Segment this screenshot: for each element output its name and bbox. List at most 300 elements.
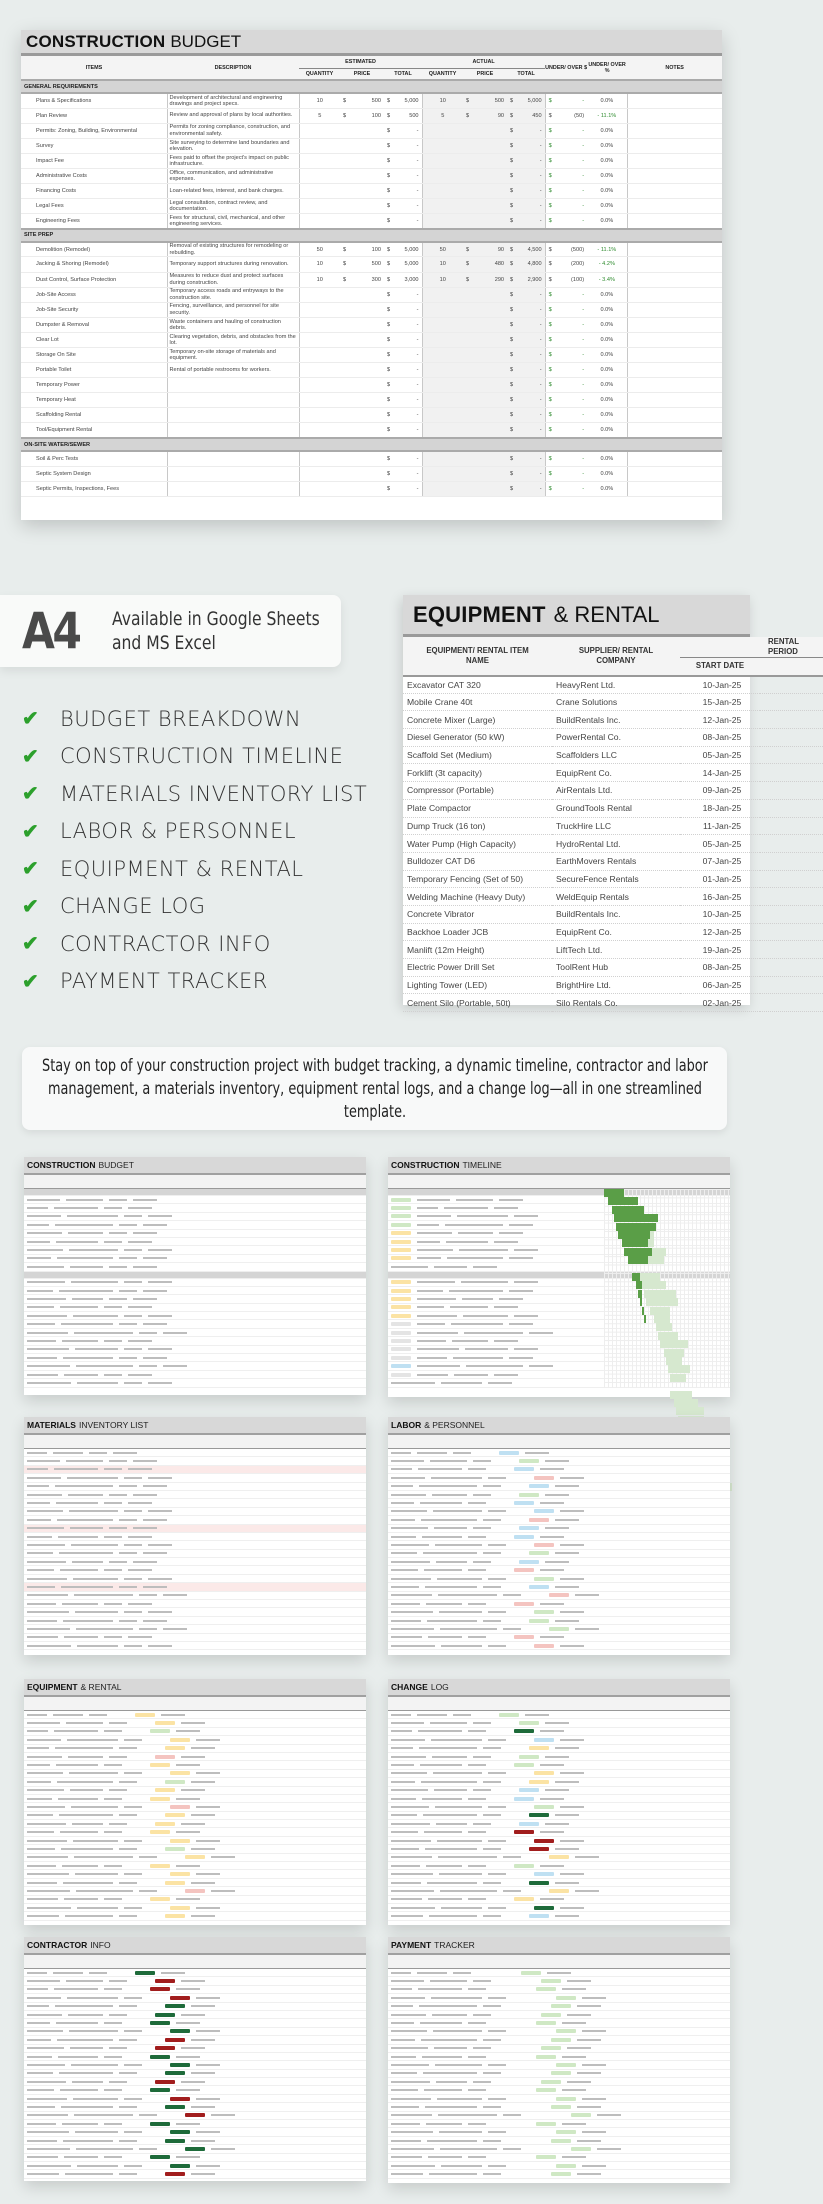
budget-row[interactable] <box>21 153 722 168</box>
act-price-currency: $ <box>463 272 485 287</box>
thumbnail-row <box>24 1977 366 1985</box>
equipment-row[interactable] <box>403 799 823 817</box>
notes <box>627 332 722 347</box>
thumbnail-row <box>388 1912 730 1920</box>
thumbnail-row <box>388 1483 730 1491</box>
start-date: 02-Jan-25 <box>680 994 760 1012</box>
thumbnail-row <box>24 1295 366 1303</box>
thumbnail-row <box>24 1896 366 1904</box>
col-price: PRICE <box>340 68 384 80</box>
equipment-row[interactable] <box>403 959 823 977</box>
col-quantity: QUANTITY <box>422 68 463 80</box>
act-price <box>485 138 507 153</box>
gantt-bar <box>650 1231 654 1239</box>
thumbnail-row <box>388 1457 730 1465</box>
est-price-currency <box>340 363 362 378</box>
description <box>167 393 299 408</box>
description <box>167 408 299 423</box>
gantt-bar <box>612 1206 644 1214</box>
thumbnail-row <box>388 1879 730 1887</box>
thumbnail-row <box>24 1812 366 1820</box>
budget-title-bold: CONSTRUCTION <box>26 31 166 51</box>
est-total: - <box>396 138 422 153</box>
gantt-bar <box>640 1273 660 1281</box>
thumbnail-row <box>24 1770 366 1778</box>
thumbnail-row <box>388 1736 730 1744</box>
thumbnail-row <box>24 2154 366 2162</box>
act-price-currency <box>463 153 485 168</box>
act-price-currency <box>463 214 485 229</box>
equipment-row[interactable] <box>403 870 823 888</box>
start-date: 10-Jan-25 <box>680 905 760 923</box>
equipment-name: Forklift (3t capacity) <box>403 764 552 782</box>
thumbnail-row <box>24 2162 366 2170</box>
budget-row[interactable] <box>21 363 722 378</box>
under-over-pct: 0.0% <box>587 393 627 408</box>
thumbnail-row <box>388 1862 730 1870</box>
section-header <box>21 438 722 451</box>
item: Clear Lot <box>21 332 167 347</box>
under-over-currency: $ <box>545 287 557 302</box>
act-total: - <box>519 123 545 138</box>
equipment-row[interactable] <box>403 782 823 800</box>
supplier-name: TruckHire LLC <box>552 817 680 835</box>
under-over-pct: 0.0% <box>587 153 627 168</box>
budget-row[interactable] <box>21 378 722 393</box>
act-price-currency <box>463 378 485 393</box>
act-price: 290 <box>485 272 507 287</box>
thumbnail-row <box>388 1541 730 1549</box>
thumbnail-title-bar <box>388 1937 730 1955</box>
equipment-rental-preview <box>403 595 800 1008</box>
item: Engineering Fees <box>21 214 167 229</box>
end-date <box>760 729 823 747</box>
thumbnail-row <box>24 2003 366 2011</box>
thumbnail-row <box>388 1745 730 1753</box>
supplier-name: EquipRent Co. <box>552 764 680 782</box>
thumbnail-title-bar <box>24 1937 366 1955</box>
equipment-name: Lighting Tower (LED) <box>403 976 552 994</box>
supplier-name: HydroRental Ltd. <box>552 835 680 853</box>
end-date <box>760 835 823 853</box>
thumbnail-row <box>388 1787 730 1795</box>
thumbnail-header-row <box>388 1435 730 1449</box>
gantt-bar <box>622 1239 648 1247</box>
act-price <box>485 168 507 183</box>
supplier-name: SecureFence Rentals <box>552 870 680 888</box>
thumbnail-row <box>24 2019 366 2027</box>
notes <box>627 317 722 332</box>
equipment-row[interactable] <box>403 764 823 782</box>
act-total-currency: $ <box>507 153 519 168</box>
est-price <box>362 408 384 423</box>
budget-row[interactable] <box>21 348 722 363</box>
section-name: SITE PREP <box>21 229 722 242</box>
act-total-currency: $ <box>507 199 519 214</box>
equipment-row[interactable] <box>403 976 823 994</box>
thumbnail-row <box>388 1516 730 1524</box>
budget-row[interactable] <box>21 481 722 496</box>
thumbnail-row <box>388 2120 730 2128</box>
thumbnail-row <box>388 1600 730 1608</box>
thumbnail-row <box>388 2145 730 2153</box>
gantt-bar <box>616 1223 656 1231</box>
act-price <box>485 302 507 317</box>
thumbnail-header-row <box>388 1175 730 1189</box>
under-over-currency: $ <box>545 348 557 363</box>
supplier-name: PowerRental Co. <box>552 729 680 747</box>
description: Waste containers and hauling of construction debris. <box>167 317 299 332</box>
thumbnail-row <box>24 2011 366 2019</box>
end-date <box>760 693 823 711</box>
thumbnail-row <box>24 2137 366 2145</box>
thumbnail-change-log[interactable] <box>388 1679 730 1925</box>
thumbnail-row <box>388 2103 730 2111</box>
thumbnail-header-row <box>388 1955 730 1969</box>
budget-row[interactable] <box>21 317 722 332</box>
est-price <box>362 332 384 347</box>
budget-row[interactable] <box>21 287 722 302</box>
equipment-name: Water Pump (High Capacity) <box>403 835 552 853</box>
thumbnail-row <box>388 1491 730 1499</box>
gantt-bar <box>638 1290 642 1298</box>
section-header <box>21 229 722 242</box>
thumbnail-row <box>388 1994 730 2002</box>
act-total: 2,900 <box>519 272 545 287</box>
est-price <box>362 153 384 168</box>
thumbnail-contractor-info[interactable] <box>24 1937 366 2181</box>
equipment-name: Concrete Vibrator <box>403 905 552 923</box>
thumbnail-title-bold: CONSTRUCTION <box>391 1160 460 1170</box>
budget-row[interactable] <box>21 168 722 183</box>
feature-label: PAYMENT TRACKER <box>60 969 268 994</box>
thumbnail-title-light: INVENTORY LIST <box>78 1420 149 1430</box>
equipment-name: Compressor (Portable) <box>403 782 552 800</box>
thumbnail-row <box>388 1770 730 1778</box>
under-over-dollar: - <box>557 466 587 481</box>
end-date <box>760 782 823 800</box>
est-quantity <box>299 168 340 183</box>
act-price <box>485 423 507 438</box>
item: Survey <box>21 138 167 153</box>
thumbnail-rows <box>24 1711 366 1921</box>
thumbnail-title-bold: PAYMENT <box>391 1940 432 1950</box>
under-over-currency: $ <box>545 184 557 199</box>
act-price <box>485 199 507 214</box>
thumbnail-row <box>388 2095 730 2103</box>
thumbnail-row <box>388 1904 730 1912</box>
thumbnail-title-bar <box>388 1679 730 1697</box>
equipment-row[interactable] <box>403 693 823 711</box>
start-date: 01-Jan-25 <box>680 870 760 888</box>
est-total-currency: $ <box>384 138 396 153</box>
supplier-name: BrightHire Ltd. <box>552 976 680 994</box>
thumbnail-payment-tracker[interactable] <box>388 1937 730 2183</box>
act-price-currency <box>463 199 485 214</box>
thumbnail-row <box>388 1634 730 1642</box>
under-over-dollar: - <box>557 451 587 466</box>
budget-row[interactable] <box>21 184 722 199</box>
act-total-currency: $ <box>507 348 519 363</box>
thumbnail-row <box>24 1238 366 1246</box>
thumbnail-row <box>24 1483 366 1491</box>
thumbnail-row <box>24 2070 366 2078</box>
thumbnail-row <box>24 2112 366 2120</box>
equipment-row[interactable] <box>403 746 823 764</box>
thumbnail-title-bold: LABOR <box>391 1420 422 1430</box>
under-over-pct: 0.0% <box>587 363 627 378</box>
est-total: - <box>396 317 422 332</box>
col-items: ITEMS <box>21 56 167 80</box>
est-total-currency: $ <box>384 481 396 496</box>
thumbnail-title-bar <box>24 1417 366 1435</box>
act-total-currency: $ <box>507 138 519 153</box>
est-quantity <box>299 466 340 481</box>
description <box>167 423 299 438</box>
act-total: - <box>519 184 545 199</box>
start-date: 07-Jan-25 <box>680 852 760 870</box>
budget-row[interactable] <box>21 199 722 214</box>
est-total: - <box>396 214 422 229</box>
start-date: 12-Jan-25 <box>680 923 760 941</box>
thumbnail-row <box>24 1870 366 1878</box>
thumbnail-title-light: BUDGET <box>98 1160 134 1170</box>
notes <box>627 378 722 393</box>
budget-row[interactable] <box>21 466 722 481</box>
act-total: - <box>519 423 545 438</box>
budget-row[interactable] <box>21 408 722 423</box>
col-quantity: QUANTITY <box>299 68 340 80</box>
under-over-pct: - 11.1% <box>587 108 627 123</box>
equipment-row[interactable] <box>403 729 823 747</box>
budget-row[interactable] <box>21 332 722 347</box>
act-price <box>485 363 507 378</box>
act-quantity: 10 <box>422 257 463 272</box>
col-start-date: START DATE <box>680 658 760 676</box>
act-price-currency: $ <box>463 242 485 257</box>
supplier-name: GroundTools Rental <box>552 799 680 817</box>
act-price: 90 <box>485 108 507 123</box>
act-total: - <box>519 302 545 317</box>
est-quantity <box>299 481 340 496</box>
est-quantity <box>299 184 340 199</box>
gantt-bar <box>674 1399 698 1407</box>
budget-row[interactable] <box>21 242 722 257</box>
act-price <box>485 123 507 138</box>
thumbnail-row <box>24 1346 366 1354</box>
thumbnail-materials-inventory-list[interactable] <box>24 1417 366 1655</box>
notes <box>627 408 722 423</box>
equipment-row[interactable] <box>403 852 823 870</box>
thumbnail-row <box>388 1870 730 1878</box>
start-date: 15-Jan-25 <box>680 693 760 711</box>
est-price-currency <box>340 199 362 214</box>
est-total: - <box>396 423 422 438</box>
act-total: - <box>519 363 545 378</box>
col-price: PRICE <box>463 68 507 80</box>
under-over-pct: 0.0% <box>587 168 627 183</box>
gantt-bar <box>640 1298 642 1306</box>
thumbnail-row <box>24 1994 366 2002</box>
act-price <box>485 332 507 347</box>
act-quantity <box>422 138 463 153</box>
notes <box>627 451 722 466</box>
thumbnail-construction-timeline[interactable] <box>388 1157 730 1397</box>
est-quantity <box>299 451 340 466</box>
budget-row[interactable] <box>21 138 722 153</box>
notes <box>627 302 722 317</box>
est-price <box>362 138 384 153</box>
equipment-name: Mobile Crane 40t <box>403 693 552 711</box>
act-total-currency: $ <box>507 242 519 257</box>
equipment-row[interactable] <box>403 888 823 906</box>
act-price-currency <box>463 168 485 183</box>
description: Fees for structural, civil, mechanical, and other engineering services. <box>167 214 299 229</box>
thumbnail-row <box>388 1795 730 1803</box>
est-price <box>362 481 384 496</box>
equipment-row[interactable] <box>403 711 823 729</box>
thumbnail-row <box>388 1474 730 1482</box>
under-over-pct: 0.0% <box>587 408 627 423</box>
equipment-name: Concrete Mixer (Large) <box>403 711 552 729</box>
budget-row[interactable] <box>21 108 722 123</box>
notes <box>627 257 722 272</box>
item: Job-Site Security <box>21 302 167 317</box>
thumbnail-row <box>24 1986 366 1994</box>
est-price <box>362 302 384 317</box>
act-price-currency <box>463 363 485 378</box>
thumbnail-row <box>24 1803 366 1811</box>
act-total-currency: $ <box>507 393 519 408</box>
thumbnail-construction-budget[interactable] <box>24 1157 366 1395</box>
under-over-dollar: (50) <box>557 108 587 123</box>
thumbnail-row <box>388 2128 730 2136</box>
est-total-currency: $ <box>384 302 396 317</box>
end-date <box>760 888 823 906</box>
est-price-currency <box>340 214 362 229</box>
thumbnail-section <box>24 1189 366 1196</box>
thumbnail-equipment-rental[interactable] <box>24 1679 366 1925</box>
thumbnail-row <box>388 1550 730 1558</box>
act-price <box>485 408 507 423</box>
budget-row[interactable] <box>21 123 722 138</box>
notes <box>627 423 722 438</box>
act-quantity <box>422 378 463 393</box>
description: Fees paid to offset the project's impact on public infrastructure. <box>167 153 299 168</box>
description: Permits for zoning compliance, construction, and environmental safety. <box>167 123 299 138</box>
est-price-currency <box>340 123 362 138</box>
equipment-row[interactable] <box>403 817 823 835</box>
under-over-currency: $ <box>545 168 557 183</box>
thumbnail-row <box>24 1778 366 1786</box>
thumbnail-row <box>388 1466 730 1474</box>
est-total: - <box>396 153 422 168</box>
est-price-currency <box>340 302 362 317</box>
under-over-dollar: - <box>557 481 587 496</box>
budget-table <box>21 56 722 497</box>
under-over-dollar: - <box>557 123 587 138</box>
act-quantity: 10 <box>422 272 463 287</box>
under-over-currency: $ <box>545 317 557 332</box>
budget-row[interactable] <box>21 302 722 317</box>
under-over-pct: - 3.4% <box>587 272 627 287</box>
act-total: 4,800 <box>519 257 545 272</box>
equipment-row[interactable] <box>403 923 823 941</box>
act-total-currency: $ <box>507 108 519 123</box>
thumbnail-row <box>388 1642 730 1650</box>
equipment-row[interactable] <box>403 905 823 923</box>
budget-row[interactable] <box>21 423 722 438</box>
notes <box>627 93 722 108</box>
item: Legal Fees <box>21 199 167 214</box>
est-price-currency: $ <box>340 108 362 123</box>
budget-row[interactable] <box>21 272 722 287</box>
description: Temporary on-site storage of materials and equipment. <box>167 348 299 363</box>
est-total: - <box>396 332 422 347</box>
item: Storage On Site <box>21 348 167 363</box>
est-price-currency: $ <box>340 93 362 108</box>
gantt-bar <box>628 1256 648 1264</box>
budget-row[interactable] <box>21 214 722 229</box>
thumbnail-row <box>24 1736 366 1744</box>
act-price <box>485 214 507 229</box>
equipment-name: Diesel Generator (50 kW) <box>403 729 552 747</box>
act-quantity <box>422 184 463 199</box>
gantt-bar <box>656 1323 672 1331</box>
item: Permits: Zoning, Building, Environmental <box>21 123 167 138</box>
equipment-row[interactable] <box>403 676 823 694</box>
est-quantity: 10 <box>299 257 340 272</box>
under-over-dollar: - <box>557 184 587 199</box>
start-date: 19-Jan-25 <box>680 941 760 959</box>
act-total: - <box>519 317 545 332</box>
under-over-currency: $ <box>545 423 557 438</box>
under-over-pct: 0.0% <box>587 184 627 199</box>
act-price-currency <box>463 481 485 496</box>
feature-item <box>22 700 367 738</box>
act-total: - <box>519 138 545 153</box>
description: Removal of existing structures for remodeling or rebuilding. <box>167 242 299 257</box>
thumbnail-labor-personnel[interactable] <box>388 1417 730 1655</box>
thumbnail-row <box>388 2112 730 2120</box>
thumbnail-row <box>24 1617 366 1625</box>
equipment-row[interactable] <box>403 835 823 853</box>
thumbnail-row <box>388 1887 730 1895</box>
thumbnail-row <box>388 1828 730 1836</box>
thumbnail-row <box>24 2128 366 2136</box>
notes <box>627 287 722 302</box>
budget-row[interactable] <box>21 393 722 408</box>
description <box>167 481 299 496</box>
under-over-pct: - 4.2% <box>587 257 627 272</box>
thumbnail-row <box>24 1761 366 1769</box>
equipment-row[interactable] <box>403 941 823 959</box>
thumbnail-row <box>24 1474 366 1482</box>
est-price-currency <box>340 408 362 423</box>
equipment-name: Electric Power Drill Set <box>403 959 552 977</box>
budget-row[interactable] <box>21 257 722 272</box>
est-total: - <box>396 466 422 481</box>
under-over-dollar: - <box>557 348 587 363</box>
budget-row[interactable] <box>21 451 722 466</box>
under-over-pct: 0.0% <box>587 451 627 466</box>
check-icon: ✔ <box>22 783 39 806</box>
act-price-currency <box>463 317 485 332</box>
feature-label: MATERIALS INVENTORY LIST <box>60 781 368 806</box>
budget-row[interactable] <box>21 93 722 108</box>
equipment-row[interactable] <box>403 994 823 1012</box>
equipment-title-bold: EQUIPMENT <box>413 601 546 627</box>
